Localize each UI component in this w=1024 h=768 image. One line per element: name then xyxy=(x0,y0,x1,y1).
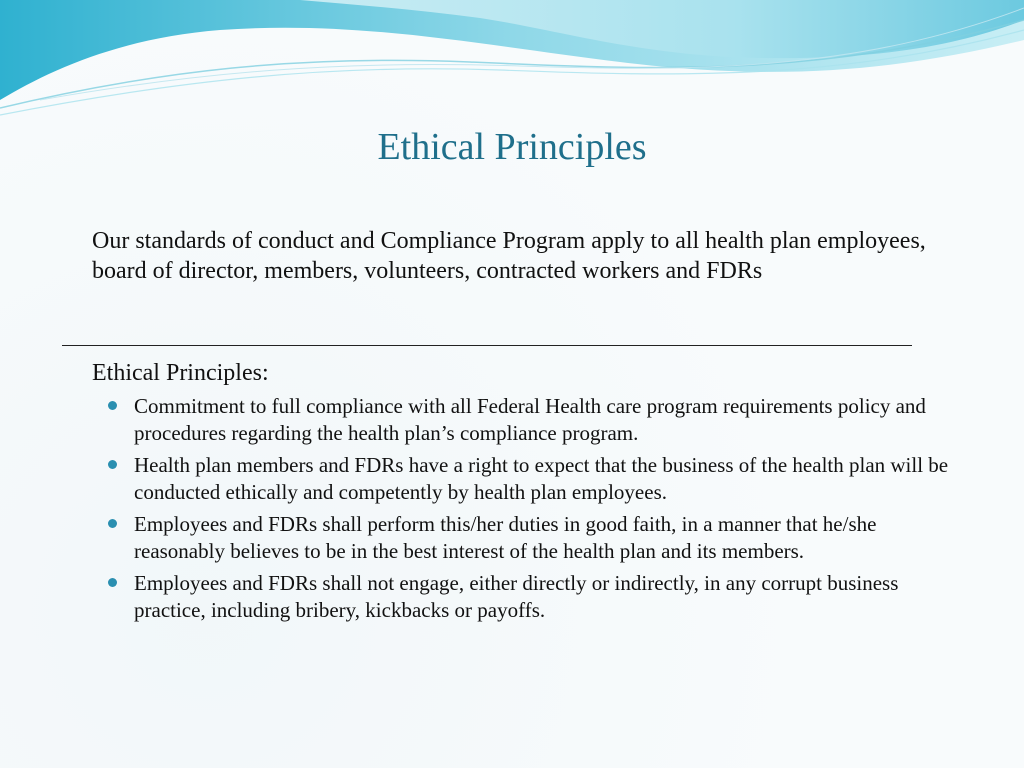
bullet-icon xyxy=(108,460,117,469)
slide-title: Ethical Principles xyxy=(377,126,647,168)
principles-list xyxy=(106,393,966,629)
bullet-text: Employees and FDRs shall perform this/her duties in good faith, in a manner that he/she reasonably believes to be in the best interest of the health plan and its members. xyxy=(134,512,877,563)
list-item xyxy=(106,570,966,623)
list-item xyxy=(106,393,966,446)
list-item xyxy=(106,511,966,564)
decorative-wave-header xyxy=(0,0,1024,130)
divider-line xyxy=(62,345,912,346)
list-item xyxy=(106,452,966,505)
bullet-icon xyxy=(108,401,117,410)
bullet-text: Health plan members and FDRs have a right to expect that the business of the health plan will be conducted ethically and competently by health plan employees. xyxy=(134,453,949,504)
bullet-text: Commitment to full compliance with all Federal Health care program requirements policy and procedures regarding the health plan’s compliance program. xyxy=(134,394,926,445)
principles-heading: Ethical Principles: xyxy=(92,360,269,386)
bullet-text: Employees and FDRs shall not engage, either directly or indirectly, in any corrupt business practice, including bribery, kickbacks or payoffs. xyxy=(134,571,899,622)
intro-paragraph: Our standards of conduct and Compliance Program apply to all health plan employees, board of director, members, volunteers, contracted workers and FDRs xyxy=(92,228,926,284)
bullet-icon xyxy=(108,578,117,587)
bullet-icon xyxy=(108,519,117,528)
